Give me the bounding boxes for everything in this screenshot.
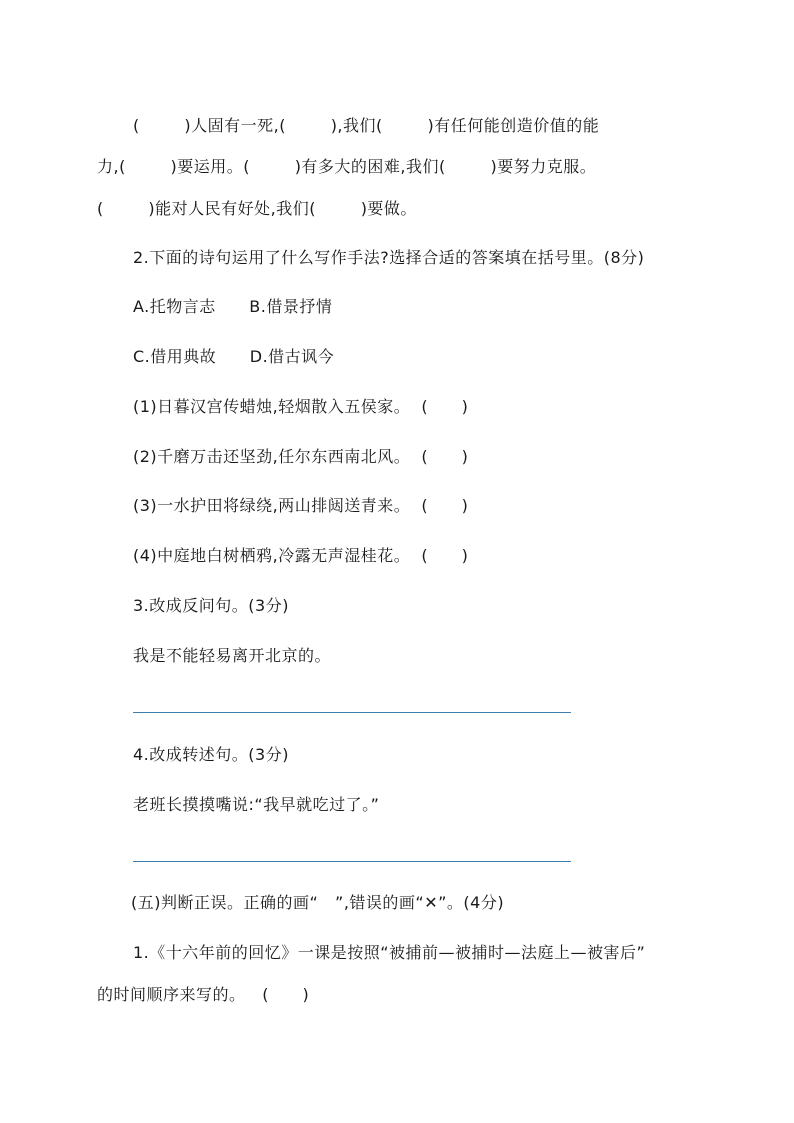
passage-line-3: ( )能对人民有好处,我们( )要做。 xyxy=(97,199,417,218)
question-2-item-4: (4)中庭地白树栖鸦,冷露无声湿桂花。 ( ) xyxy=(133,546,469,565)
question-2-item-1: (1)日暮汉宫传蜡烛,轻烟散入五侯家。 ( ) xyxy=(133,397,469,416)
passage-line-1: ( )人固有一死,( ),我们( )有任何能创造价值的能 xyxy=(133,116,600,135)
question-3-sentence: 我是不能轻易离开北京的。 xyxy=(133,646,332,665)
question-4-answer-line[interactable] xyxy=(133,861,571,862)
question-3-answer-line[interactable] xyxy=(133,712,571,713)
question-2-options-row-2: C.借用典故 D.借古讽今 xyxy=(133,347,335,366)
passage-line-2: 力,( )要运用。( )有多大的困难,我们( )要努力克服。 xyxy=(97,157,597,176)
question-2-prompt: 2.下面的诗句运用了什么写作手法?选择合适的答案填在括号里。(8分) xyxy=(133,248,645,267)
question-2-item-3: (3)一水护田将绿绕,两山排闼送青来。 ( ) xyxy=(133,496,469,515)
question-3-prompt: 3.改成反问句。(3分) xyxy=(133,596,289,615)
question-4-sentence: 老班长摸摸嘴说:“我早就吃过了。” xyxy=(133,795,380,814)
question-2-item-2: (2)千磨万击还坚劲,任尔东西南北风。 ( ) xyxy=(133,447,469,466)
section-5-item-1-line-2: 的时间顺序来写的。 ( ) xyxy=(97,985,310,1004)
section-5-heading: (五)判断正误。正确的画“ ”,错误的画“✕”。(4分) xyxy=(131,893,505,912)
question-2-options-row-1: A.托物言志 B.借景抒情 xyxy=(133,297,333,316)
question-4-prompt: 4.改成转述句。(3分) xyxy=(133,745,289,764)
section-5-item-1-line-1: 1.《十六年前的回忆》一课是按照“被捕前—被捕时—法庭上—被害后” xyxy=(133,943,646,962)
